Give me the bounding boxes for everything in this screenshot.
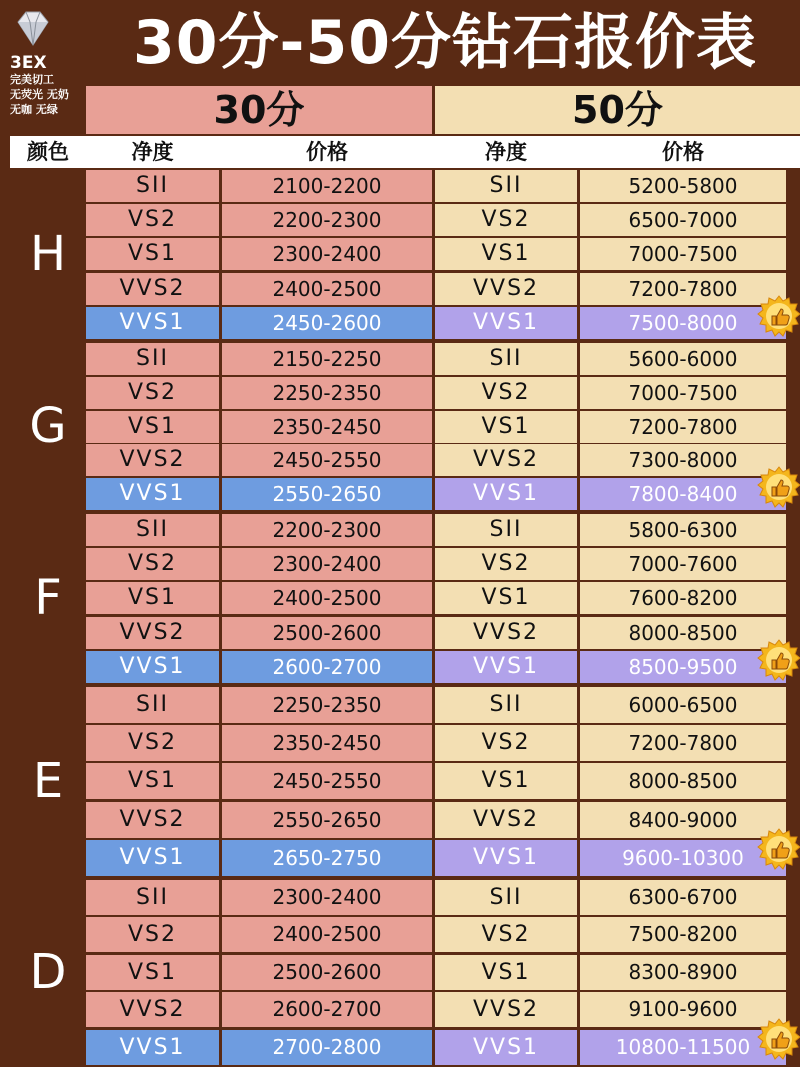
clarity-50-cell: VS2 bbox=[435, 548, 577, 580]
color-grade-cell: D bbox=[10, 880, 86, 1065]
clarity-30-cell: VS2 bbox=[86, 204, 219, 236]
color-grade-cell: H bbox=[10, 170, 86, 339]
clarity-30-cell: VVS2 bbox=[86, 617, 219, 649]
price-30-cell: 2500-2600 bbox=[222, 955, 432, 990]
price-30-cell: 2150-2250 bbox=[222, 343, 432, 375]
clarity-50-cell: SII bbox=[435, 343, 577, 375]
table-row bbox=[86, 411, 800, 445]
color-grade-cell: F bbox=[10, 514, 86, 683]
column-header-clarity: 净度 bbox=[485, 140, 527, 164]
price-50-cell: 7000-7600 bbox=[580, 548, 786, 580]
price-30-cell: 2450-2600 bbox=[222, 307, 432, 339]
clarity-50-cell: VS2 bbox=[435, 204, 577, 236]
clarity-30-cell: SII bbox=[86, 170, 219, 202]
table-row bbox=[86, 763, 800, 797]
table-row bbox=[86, 170, 800, 204]
price-50-cell: 8400-9000 bbox=[580, 802, 786, 838]
brand-tagline: 无咖 无绿 bbox=[10, 103, 58, 116]
price-50-cell: 9600-10300 bbox=[580, 840, 786, 876]
price-50-cell: 7200-7800 bbox=[580, 273, 786, 305]
clarity-30-cell: VVS1 bbox=[86, 307, 219, 339]
price-50-cell: 7500-8200 bbox=[580, 917, 786, 952]
price-50-cell: 6000-6500 bbox=[580, 687, 786, 723]
column-header-clarity: 净度 bbox=[131, 140, 174, 164]
table-row bbox=[86, 802, 800, 836]
price-50-cell: 6300-6700 bbox=[580, 880, 786, 915]
table-row bbox=[86, 955, 800, 989]
clarity-30-cell: SII bbox=[86, 880, 219, 915]
clarity-50-cell: VVS1 bbox=[435, 307, 577, 339]
price-50-cell: 6500-7000 bbox=[580, 204, 786, 236]
clarity-30-cell: VS2 bbox=[86, 917, 219, 952]
clarity-30-cell: VS1 bbox=[86, 955, 219, 990]
table-row bbox=[86, 687, 800, 721]
clarity-50-cell: SII bbox=[435, 880, 577, 915]
price-30-cell: 2100-2200 bbox=[222, 170, 432, 202]
price-30-cell: 2500-2600 bbox=[222, 617, 432, 649]
clarity-30-cell: VS1 bbox=[86, 763, 219, 799]
clarity-50-cell: VVS2 bbox=[435, 444, 577, 476]
price-50-cell: 7200-7800 bbox=[580, 411, 786, 443]
thumbs-up-icon bbox=[757, 1018, 800, 1062]
table-row bbox=[86, 444, 800, 478]
group-header-30: 30分 bbox=[86, 86, 432, 134]
price-30-cell: 2700-2800 bbox=[222, 1030, 432, 1065]
table-row bbox=[86, 992, 800, 1026]
table-row bbox=[86, 725, 800, 759]
price-50-cell: 5800-6300 bbox=[580, 514, 786, 546]
clarity-50-cell: SII bbox=[435, 514, 577, 546]
price-30-cell: 2450-2550 bbox=[222, 763, 432, 799]
table-row bbox=[86, 917, 800, 951]
brand-logo bbox=[10, 54, 69, 117]
table-row bbox=[86, 617, 800, 651]
clarity-50-cell: VVS2 bbox=[435, 617, 577, 649]
price-30-cell: 2250-2350 bbox=[222, 377, 432, 409]
color-grade-cell: G bbox=[10, 343, 86, 510]
price-30-cell: 2400-2500 bbox=[222, 273, 432, 305]
price-30-cell: 2200-2300 bbox=[222, 204, 432, 236]
column-header-row bbox=[86, 136, 800, 168]
title-bar bbox=[0, 0, 800, 116]
clarity-50-cell: VS1 bbox=[435, 763, 577, 799]
thumbs-up-icon bbox=[757, 828, 800, 872]
clarity-30-cell: VVS1 bbox=[86, 840, 219, 876]
clarity-50-cell: VVS2 bbox=[435, 802, 577, 838]
clarity-30-cell: VVS1 bbox=[86, 1030, 219, 1065]
price-50-cell: 8500-9500 bbox=[580, 651, 786, 683]
clarity-30-cell: VS1 bbox=[86, 582, 219, 614]
price-30-cell: 2450-2550 bbox=[222, 444, 432, 476]
thumbs-up-icon bbox=[757, 639, 800, 683]
thumbs-up-icon bbox=[757, 466, 800, 510]
table-row bbox=[86, 273, 800, 307]
column-header-price: 价格 bbox=[306, 140, 348, 164]
price-30-cell: 2600-2700 bbox=[222, 992, 432, 1027]
table-row bbox=[86, 548, 800, 582]
price-50-cell: 7600-8200 bbox=[580, 582, 786, 614]
table-row bbox=[86, 478, 800, 512]
brand-tagline: 完美切工 bbox=[10, 73, 54, 86]
clarity-30-cell: VVS2 bbox=[86, 444, 219, 476]
table-row bbox=[86, 238, 800, 272]
price-50-cell: 7300-8000 bbox=[580, 444, 786, 476]
table-row bbox=[86, 204, 800, 238]
clarity-50-cell: VS1 bbox=[435, 411, 577, 443]
price-30-cell: 2300-2400 bbox=[222, 880, 432, 915]
clarity-30-cell: VS1 bbox=[86, 411, 219, 443]
clarity-30-cell: VS2 bbox=[86, 377, 219, 409]
clarity-50-cell: VVS1 bbox=[435, 478, 577, 510]
clarity-50-cell: VS1 bbox=[435, 238, 577, 270]
price-30-cell: 2350-2450 bbox=[222, 411, 432, 443]
price-50-cell: 8300-8900 bbox=[580, 955, 786, 990]
brand-tagline: 无荧光 无奶 bbox=[10, 88, 69, 101]
table-row bbox=[86, 307, 800, 341]
clarity-30-cell: SII bbox=[86, 343, 219, 375]
price-50-cell: 8000-8500 bbox=[580, 617, 786, 649]
group-header-50: 50分 bbox=[435, 86, 800, 134]
column-header-price: 价格 bbox=[662, 140, 704, 164]
table-row bbox=[86, 377, 800, 411]
price-30-cell: 2400-2500 bbox=[222, 582, 432, 614]
price-30-cell: 2300-2400 bbox=[222, 238, 432, 270]
table-row bbox=[86, 582, 800, 616]
clarity-30-cell: VVS1 bbox=[86, 478, 219, 510]
clarity-50-cell: VVS1 bbox=[435, 840, 577, 876]
clarity-30-cell: VVS1 bbox=[86, 651, 219, 683]
column-header-label: 颜色 bbox=[27, 140, 69, 164]
clarity-50-cell: SII bbox=[435, 687, 577, 723]
clarity-50-cell: VVS1 bbox=[435, 1030, 577, 1065]
table-row bbox=[86, 1030, 800, 1064]
column-header-color bbox=[10, 136, 86, 168]
clarity-50-cell: VVS1 bbox=[435, 651, 577, 683]
clarity-50-cell: VS1 bbox=[435, 955, 577, 990]
clarity-30-cell: SII bbox=[86, 514, 219, 546]
price-30-cell: 2600-2700 bbox=[222, 651, 432, 683]
price-30-cell: 2300-2400 bbox=[222, 548, 432, 580]
table-row bbox=[86, 840, 800, 874]
clarity-50-cell: VS2 bbox=[435, 725, 577, 761]
brand-name: 3EX bbox=[10, 53, 47, 73]
diamond-icon bbox=[14, 8, 52, 48]
table-row bbox=[86, 880, 800, 914]
clarity-30-cell: VS1 bbox=[86, 238, 219, 270]
clarity-30-cell: VVS2 bbox=[86, 802, 219, 838]
page-title: 30分-50分钻石报价表 bbox=[133, 8, 757, 78]
thumbs-up-icon bbox=[757, 295, 800, 339]
price-50-cell: 8000-8500 bbox=[580, 763, 786, 799]
price-30-cell: 2250-2350 bbox=[222, 687, 432, 723]
table-row bbox=[86, 514, 800, 548]
price-50-cell: 7000-7500 bbox=[580, 238, 786, 270]
price-30-cell: 2550-2650 bbox=[222, 478, 432, 510]
clarity-50-cell: VVS2 bbox=[435, 273, 577, 305]
clarity-50-cell: VVS2 bbox=[435, 992, 577, 1027]
price-30-cell: 2200-2300 bbox=[222, 514, 432, 546]
price-50-cell: 7500-8000 bbox=[580, 307, 786, 339]
clarity-30-cell: VS2 bbox=[86, 725, 219, 761]
table-row bbox=[86, 651, 800, 685]
clarity-50-cell: VS2 bbox=[435, 377, 577, 409]
price-50-cell: 5200-5800 bbox=[580, 170, 786, 202]
price-50-cell: 7800-8400 bbox=[580, 478, 786, 510]
clarity-50-cell: VS2 bbox=[435, 917, 577, 952]
price-50-cell: 9100-9600 bbox=[580, 992, 786, 1027]
price-30-cell: 2650-2750 bbox=[222, 840, 432, 876]
price-30-cell: 2350-2450 bbox=[222, 725, 432, 761]
clarity-30-cell: SII bbox=[86, 687, 219, 723]
color-grade-cell: E bbox=[10, 687, 86, 876]
clarity-50-cell: VS1 bbox=[435, 582, 577, 614]
price-30-cell: 2550-2650 bbox=[222, 802, 432, 838]
price-50-cell: 10800-11500 bbox=[580, 1030, 786, 1065]
price-30-cell: 2400-2500 bbox=[222, 917, 432, 952]
clarity-30-cell: VVS2 bbox=[86, 992, 219, 1027]
price-50-cell: 5600-6000 bbox=[580, 343, 786, 375]
table-row bbox=[86, 343, 800, 377]
price-50-cell: 7000-7500 bbox=[580, 377, 786, 409]
clarity-50-cell: SII bbox=[435, 170, 577, 202]
clarity-30-cell: VS2 bbox=[86, 548, 219, 580]
price-50-cell: 7200-7800 bbox=[580, 725, 786, 761]
clarity-30-cell: VVS2 bbox=[86, 273, 219, 305]
